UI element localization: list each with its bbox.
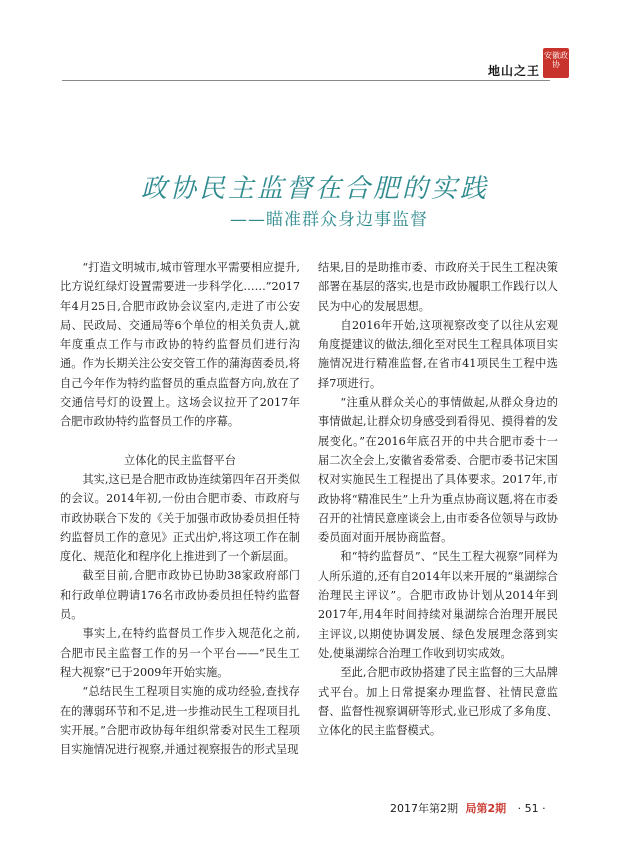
paragraph: “打造文明城市,城市管理水平需要相应提升,比方说红绿灯设置需要进一步科学化……”2017年4月25日,合肥市政协会议室内,走进了市公安局、民政局、交通局等6个单位的相关负责人,就年度重点工作与市政协的特约监督员们进行沟通。作为长期关注公安交管工作的蒲海茵委员,将自己今年作为特约监督员的重点监督方向,放在了交通信号灯的设置上。这场会议拉开了2017年合肥市政协特约监督员工作的序幕。 xyxy=(60,261,300,429)
paragraph: “注重从群众关心的事情做起,从群众身边的事情做起,让群众切身感受到看得见、摸得着的发展变化。”在2016年底召开的中共合肥市委十一届二次全会上,安徽省委常委、合肥市委书记宋国权对实施民生工程提出了具体要求。2017年,市政协将“精准民生”上升为重点协商议题,将在市委召开的社情民意座谈会上,由市委各位领导与政协委员面对面开展协商监督。 xyxy=(318,396,558,545)
issue-label: 2017年第2期 xyxy=(390,802,458,815)
article-subtitle: ——瞄准群众身边事监督 xyxy=(230,210,428,230)
paragraph: 截至目前,合肥市政协已协助38家政府部门和行政单位聘请176名市政协委员担任特约监督员。 xyxy=(60,569,300,622)
paragraph: 其实,这已是合肥市政协连续第四年召开类似的会议。2014年初,一份由合肥市委、市政府与市政协联合下发的《关于加强市政协委员担任特约监督员工作的意见》正式出炉,将这项工作在制度化、规范化和程序化上推进到了一个新层面。 xyxy=(60,472,300,564)
paragraph: 自2016年开始,这项视察改变了以往从宏观角度提建议的做法,细化至对民生工程具体项目实施情况进行精准监督,在省市41项民生工程中选择7项进行。 xyxy=(318,318,558,390)
paragraph: 结果,目的是助推市委、市政府关于民生工程决策部署在基层的落实,也是市政协履职工作践行以人民为中心的发展思想。 xyxy=(318,261,558,313)
paragraph: 至此,合肥市政协搭建了民主监督的三大品牌式平台。加上日常提案办理监督、社情民意监督、监督性视察调研等形式,业已形成了多角度、立体化的民主监督模式。 xyxy=(318,666,558,738)
paragraph: 和“特约监督员”、“民生工程大视察”同样为人所乐道的,还有自2014年以来开展的“巢湖综合治理民主评议”。合肥市政协计划从2014年到2017年,用4年时间持续对巢湖综合治理开展民主评议,以期使协调发展、绿色发展理念落到实处,使巢湖综合治理工作收到切实成效。 xyxy=(318,550,558,660)
seal-logo: 安徽政协 xyxy=(543,48,569,78)
magazine-brand: 地山之王 xyxy=(487,64,540,78)
header-rule xyxy=(62,80,550,81)
left-column xyxy=(60,258,300,759)
article-title: 政协民主监督在合肥的实践 xyxy=(140,174,489,204)
right-column xyxy=(318,258,558,740)
footer-brand: 局第2期 xyxy=(465,802,507,815)
section-heading: 立体化的民主监督平台 xyxy=(124,453,236,467)
page-number: · 51 · xyxy=(517,802,546,815)
paragraph: “总结民生工程项目实施的成功经验,查找存在的薄弱环节和不足,进一步推动民生工程项目扎实开展。”合肥市政协每年组织常委对民生工程项目实施情况进行视察,并通过视察报告的形式呈现 xyxy=(60,685,300,757)
paragraph: 事实上,在特约监督员工作步入规范化之前,合肥市民主监督工作的另一个平台——“民生工程大视察”已于2009年开始实施。 xyxy=(60,627,300,679)
page-footer xyxy=(390,800,546,816)
